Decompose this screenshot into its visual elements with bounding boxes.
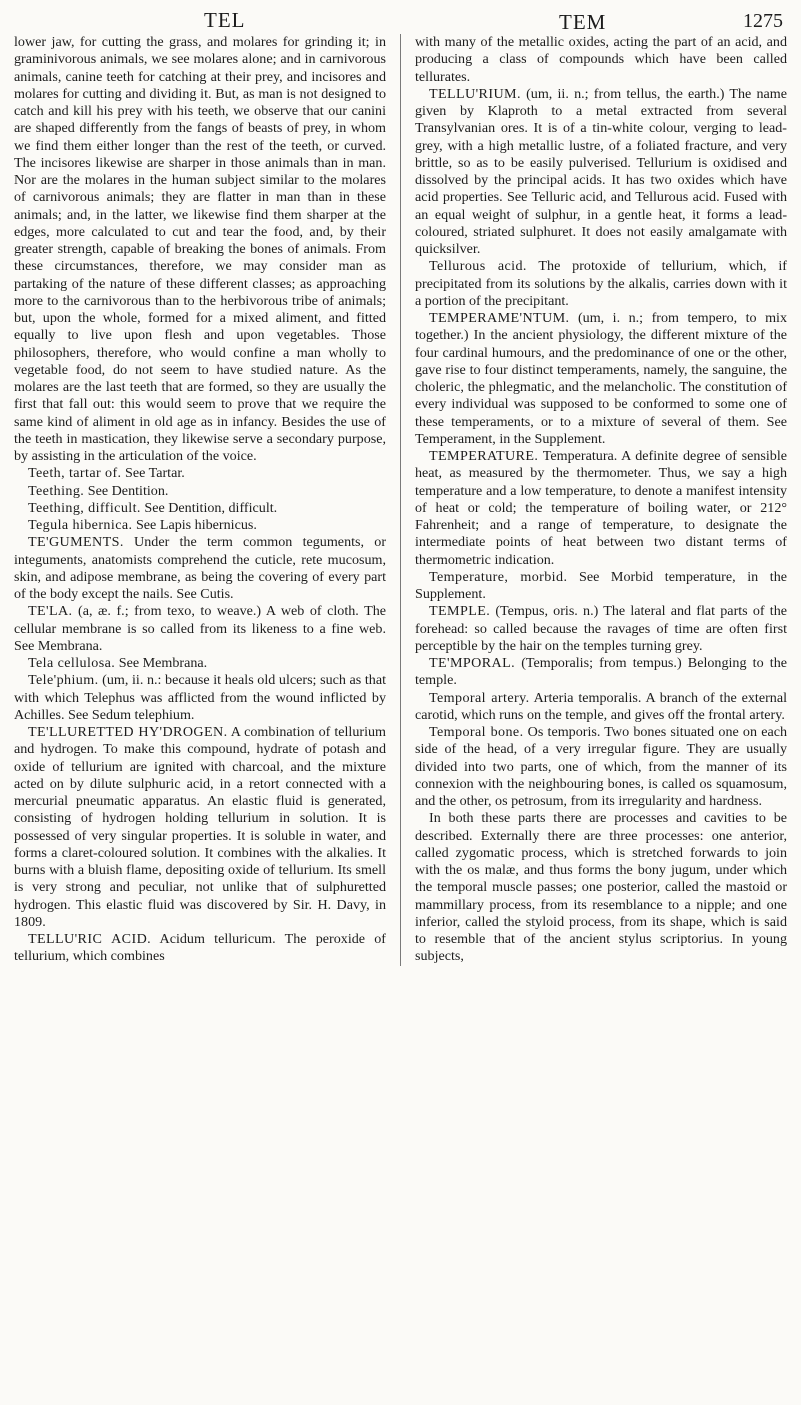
entry-text: with many of the metallic oxides, acting the part of an acid, and producing a class of compounds which have been called tellurates. <box>415 34 788 85</box>
dictionary-entry <box>415 310 787 448</box>
entry-headword: TE'MPORAL. <box>429 655 516 671</box>
entry-headword: Tela cellulosa. <box>28 655 116 671</box>
dictionary-entry <box>14 534 386 603</box>
column-divider <box>400 34 401 966</box>
dictionary-entry <box>14 603 386 655</box>
entry-text: (Tempus, oris. n.) The lateral and flat parts of the forehead: so called because the ravages of time are often first perceptible by the hair on the temples turning grey. <box>415 603 788 654</box>
dictionary-entry <box>415 569 787 604</box>
right-column <box>415 34 787 966</box>
entry-headword: Tegula hibernica. <box>28 517 133 533</box>
dictionary-entry <box>415 34 787 86</box>
header-left-word: TEL <box>204 8 246 32</box>
entry-headword: Teething, difficult. <box>28 499 141 516</box>
entry-headword: TEMPLE. <box>429 603 491 620</box>
entry-text: (um, ii. n.; from tellus, the earth.) The name given by Klaproth to a metal extracted from several Transylvanian ores. It is of a tin-white colour, verging to lead-grey, with a high metallic lustre, of a foliated fracture, and very brittle, so as to be easily pulverised. Tellurium is oxidised and dissolved by the principal acids. It has two oxides which have acid properties. See Telluric acid, and Tellurous acid. Fused with an equal weight of sulphur, in a gentle heat, it forms a lead-coloured, striated sulphuret. It does not easily amalgamate with quicksilver. <box>415 85 788 257</box>
page-number: 1275 <box>743 10 783 32</box>
dictionary-entry <box>14 517 386 534</box>
left-column <box>14 34 386 966</box>
entry-text: See Membrana. <box>115 655 208 671</box>
entry-headword: TE'LLURETTED HY'DROGEN. <box>28 724 228 740</box>
entry-headword: TEMPERAME'NTUM. <box>429 310 570 326</box>
dictionary-entry <box>14 672 386 724</box>
dictionary-entry <box>415 86 787 259</box>
entry-text: See Dentition. <box>84 482 169 499</box>
entry-text: (a, æ. f.; from texo, to weave.) A web of cloth. The cellular membrane is so called from its likeness to a fine web. See Membrana. <box>14 603 387 654</box>
dictionary-entry <box>415 655 787 690</box>
dictionary-entry <box>14 465 386 482</box>
dictionary-entry <box>14 931 386 966</box>
entry-headword: TE'GUMENTS. <box>28 534 124 551</box>
entry-text: See Dentition, difficult. <box>140 499 278 516</box>
entry-text: See Morbid temperature, in the Supplement. <box>415 568 788 602</box>
dictionary-entry <box>14 500 386 517</box>
entry-text: (um, i. n.; from tempero, to mix together.) In the ancient physiology, the different mixture of the four cardinal humours, and the predominance of one or the other, gave rise to four distinct temperaments, namely, the sanguine, the choleric, the phlegmatic, and the melancholic. The constitution of every individual was supposed to be conformed to some one of these temperaments, or to a mixture of several of them. See Temperament, in the Supplement. <box>415 310 788 447</box>
dictionary-entry <box>415 603 787 655</box>
entry-headword: TEMPERATURE. <box>429 448 539 464</box>
entry-text: Temperatura. A definite degree of sensible heat, as measured by the thermometer. Thus, we say a high temperature and a low temperature, to denote a manifest intensity of heat or cold; the temperature of boiling water, or 212° Fahrenheit; and a range of temperature, to designate the intermediate points of heat between two distant terms of thermometric indication. <box>415 448 788 568</box>
dictionary-entry <box>415 258 787 310</box>
dictionary-entry <box>415 448 787 569</box>
entry-text: Os temporis. Two bones situated one on each side of the head, of a very irregular figure. They are usually divided into two parts, one of which, from the manner of its connexion with the neighbouring bones, is called os squamosum, and the other, os petrosum, from its irregularity and hardness. <box>415 724 788 809</box>
dictionary-entry <box>14 724 386 931</box>
entry-text: In both these parts there are processes and cavities to be described. Externally there are three processes: one anterior, called zygomatic process, which is stretched forwards to join with the os malæ, and thus forms the bony jugum, under which the temporal muscle passes; one posterior, called the mastoid or mammillary process, from its resemblance to a nipple; and one inferior, called the styloid process, from its shape, which is said to resemble that of the ancient stylus scriptorius. In young subjects, <box>415 810 788 965</box>
dictionary-entry <box>415 690 787 725</box>
dictionary-entry <box>14 34 386 465</box>
entry-text: (um, ii. n.: because it heals old ulcers; such as that with which Telephus was afflicted from the wound inflicted by Achilles. See Sedum telephium. <box>14 672 387 723</box>
entry-headword: Teething. <box>28 482 85 499</box>
running-header <box>14 8 787 34</box>
entry-text: See Lapis hibernicus. <box>132 517 257 533</box>
text-columns <box>14 34 787 966</box>
entry-text: Acidum telluricum. The peroxide of tellurium, which combines <box>14 931 387 965</box>
entry-headword: Temporal bone. <box>429 724 524 740</box>
entry-headword: TE'LA. <box>28 603 73 620</box>
entry-text: (Temporalis; from tempus.) Belonging to the temple. <box>415 655 788 689</box>
dictionary-entry <box>415 810 787 965</box>
entry-text: Arteria temporalis. A branch of the external carotid, which runs on the temple, and gives off the frontal artery. <box>415 689 788 723</box>
entry-text: A combination of tellurium and hydrogen. To make this compound, hydrate of potash and oxide of tellurium are ignited with charcoal, and the mixture acted on by dilute sulphuric acid, in a retort connected with a mercurial pneumatic apparatus. An elastic fluid is generated, consisting of hydrogen holding tellurium in solution. It is possessed of very singular properties. It is soluble in water, and forms a claret-coloured solution. It combines with the alkalies. It burns with a bluish flame, depositing oxide of tellurium. Its smell is very strong and peculiar, not unlike that of sulphuretted hydrogen. This elastic fluid was discovered by Sir. H. Davy, in 1809. <box>14 724 387 930</box>
entry-headword: Teeth, tartar of. <box>28 465 122 482</box>
entry-text: See Tartar. <box>121 465 185 482</box>
entry-text: lower jaw, for cutting the grass, and molares for grinding it; in graminivorous animals, we see molares alone; and in carnivorous animals, canine teeth for catching at their prey, and incisores and molares for cutting and dividing it. But, as man is not designed to catch and kill his prey with his teeth, we observe that our canini are shaped differently from the fangs of beasts of prey, in whom we find them either longer than the rest of the teeth, or curved. The incisores likewise are sharper in those animals than in man. Nor are the molares in the human subject similar to the molares of carnivorous animals; they are flatter in man than in these animals; and, in the latter, we likewise find them sharper at the edges, more calculated to cut and tear the food, and, by their greater strength, capable of breaking the bones of animals. From these circumstances, therefore, we may consider man as partaking of the nature of these different classes; as approaching more to the carnivorous than to the herbivorous tribe of animals; but, upon the whole, formed for a mixed aliment, and fitted equally to live upon flesh and upon vegetables. Those philosophers, therefore, who would confine a man wholly to vegetable food, do not seem to have studied nature. As the molares are the last teeth that are formed, so they are usually the first that fall out: this would seem to prove that we require the same kind of aliment in old age as in infancy. Besides the use of the teeth in mastication, they likewise serve a secondary purpose, by assisting in the articulation of the voice. <box>14 34 387 464</box>
entry-headword: Tellurous acid. <box>429 258 527 275</box>
entry-headword: Tele'phium. <box>28 672 99 689</box>
entry-headword: TELLU'RIUM. <box>429 85 521 102</box>
dictionary-entry <box>14 655 386 672</box>
header-right-word: TEM <box>559 10 607 34</box>
entry-headword: TELLU'RIC ACID. <box>28 931 152 947</box>
entry-text: The protoxide of tellurium, which, if precipitated from its solutions by the alkalis, carries down with it a portion of the precipitant. <box>415 258 788 309</box>
entry-text: Under the term common teguments, or integuments, anatomists comprehend the cuticle, rete mucosum, skin, and adipose membrane, as being the covering of every part of the body except the nails. See Cutis. <box>14 534 387 602</box>
dictionary-entry <box>415 724 787 810</box>
dictionary-entry <box>14 483 386 500</box>
entry-headword: Temporal artery. <box>429 689 530 706</box>
entry-headword: Temperature, morbid. <box>429 568 568 585</box>
